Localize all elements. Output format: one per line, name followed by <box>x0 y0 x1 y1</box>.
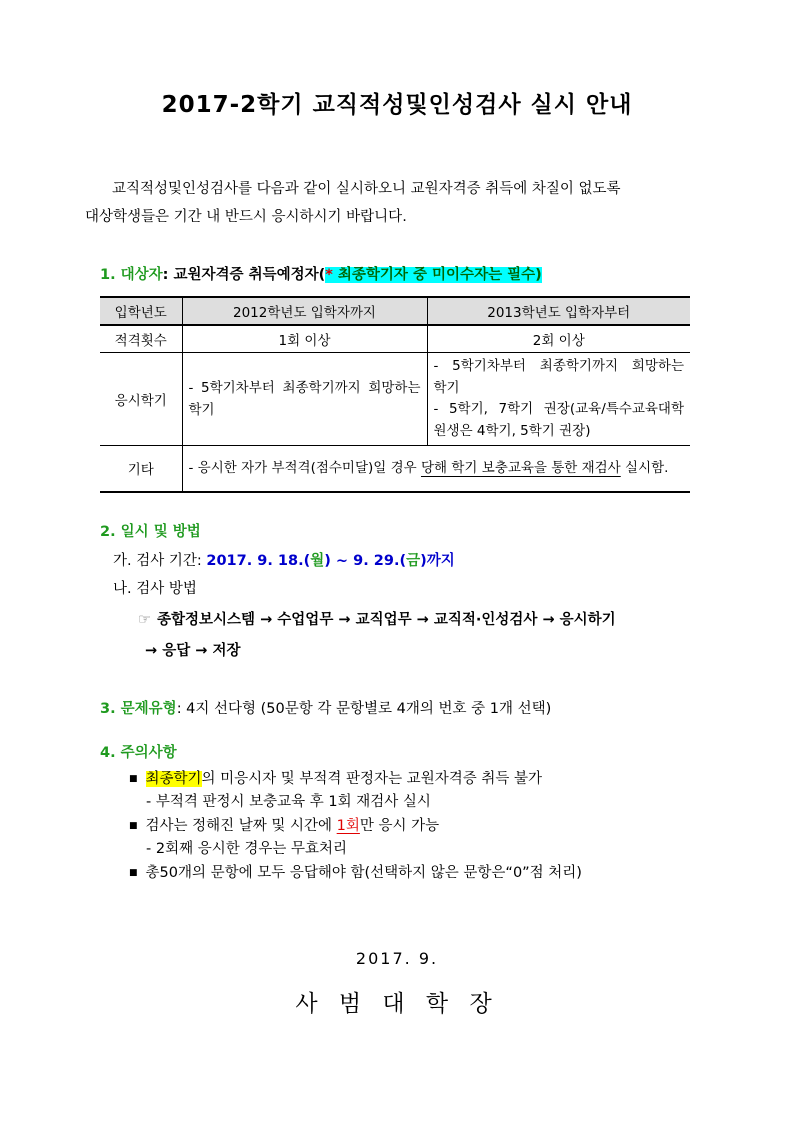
intro-line-1: 교직적성및인성검사를 다음과 같이 실시하오니 교원자격증 취득에 차질이 없도록 <box>112 181 621 197</box>
section-1-number-title: 1. 대상자 <box>100 267 163 283</box>
pass-count-from-2013: 2회 이상 <box>427 325 690 353</box>
exam-period-value-post: )까지 <box>420 552 455 569</box>
section-3-text: : 4지 선다형 (50문항 각 문항별로 4개의 번호 중 1개 선택) <box>176 700 552 717</box>
section-2-heading <box>100 522 794 542</box>
table-row-pass-count <box>100 325 690 353</box>
once-only-emphasis: 1회 <box>336 817 360 834</box>
bullet-square-icon: ■ <box>129 773 138 784</box>
exam-semester-until-2012 <box>182 353 427 446</box>
section-2-number-title: 2. 일시 및 방법 <box>100 523 201 540</box>
exam-period-weekday-1: 월 <box>310 552 325 569</box>
table-header-row <box>100 297 690 325</box>
section-1-highlight <box>325 267 542 283</box>
system-path-text-2: → 응답 → 저장 <box>145 642 241 659</box>
etc-text-underlined: 당해 학기 보충교육을 통한 재검사 <box>420 460 621 477</box>
section-3-heading <box>100 699 794 719</box>
exam-semester-until-2012-text: - 5학기차부터 최종학기까지 희망하는 학기 <box>188 380 421 418</box>
table-header-admission-year: 입학년도 <box>100 297 182 325</box>
caution-bullet-1-text <box>146 769 542 789</box>
caution-bullet-1 <box>129 769 794 789</box>
hand-pointer-icon: ☞ <box>138 611 151 628</box>
etc-text-pre: - 응시한 자가 부적격(점수미달)일 경우 <box>188 460 421 477</box>
table-header-until-2012: 2012학년도 입학자까지 <box>182 297 427 325</box>
exam-method-line <box>113 579 794 599</box>
exam-method-label: 나. 검사 방법 <box>113 580 197 597</box>
caution-bullet-2-text <box>146 816 440 836</box>
exam-period-line <box>113 551 794 571</box>
page-title: 2017-2학기 교직적성및인성검사 실시 안내 <box>161 92 633 118</box>
bullet-square-icon: ■ <box>129 867 138 878</box>
exam-period-label: 가. 검사 기간: <box>113 552 207 569</box>
section-3-number-title: 3. 문제유형 <box>100 700 177 717</box>
required-asterisk: * <box>325 267 333 283</box>
row-label-etc: 기타 <box>127 462 154 479</box>
caution-bullet-2-pre: 검사는 정해진 날짜 및 시간에 <box>145 817 337 834</box>
pass-count-until-2012: 1회 이상 <box>182 325 427 353</box>
table-row-exam-semester <box>100 353 690 446</box>
section-1-highlight-text: 최종학기자 중 미이수자는 필수) <box>332 267 542 283</box>
system-path-line-2 <box>145 641 794 662</box>
exam-semester-from-2013-line1: - 5학기차부터 최종학기까지 희망하는 학기 <box>433 358 684 396</box>
caution-bullet-2 <box>129 816 794 836</box>
caution-bullet-2-post: 만 응시 가능 <box>359 817 440 834</box>
issue-date: 2017. 9. <box>355 948 439 968</box>
section-1-heading-text: : 교원자격증 취득예정자( <box>162 267 326 283</box>
exam-period-value-mid: ) ~ 9. 29.( <box>324 552 407 569</box>
bullet-square-icon: ■ <box>129 820 138 831</box>
caution-bullet-3-text: 총50개의 문항에 모두 응답해야 함(선택하지 않은 문항은“0”점 처리) <box>145 864 582 881</box>
intro-paragraph <box>85 175 702 231</box>
system-path-text-1: 종합정보시스템 → 수업업무 → 교직업무 → 교직적·인성검사 → 응시하기 <box>157 611 616 628</box>
caution-bullet-1-rest: 의 미응시자 및 부적격 판정자는 교원자격증 취득 불가 <box>201 770 542 787</box>
row-label-pass-count: 적격횟수 <box>100 325 182 353</box>
final-semester-highlight: 최종학기 <box>145 770 202 787</box>
intro-line-2: 대상학생들은 기간 내 반드시 응시하시기 바랍니다. <box>85 209 407 225</box>
eligibility-table <box>100 296 690 493</box>
exam-period-weekday-2: 금 <box>406 552 421 569</box>
section-4-number-title: 4. 주의사항 <box>100 744 177 761</box>
table-row-etc <box>100 446 690 492</box>
etc-cell <box>182 446 690 492</box>
exam-semester-from-2013-line2: - 5학기, 7학기 권장(교육/특수교육대학 원생은 4학기, 5학기 권장) <box>433 401 684 439</box>
signature-dean: 사 범 대 학 장 <box>295 990 499 1017</box>
caution-bullet-2-sub: - 2회째 응시한 경우는 무효처리 <box>146 840 347 857</box>
etc-text-post: 실시함. <box>620 460 669 477</box>
table-header-from-2013: 2013학년도 입학자부터 <box>427 297 690 325</box>
system-path-line-1 <box>138 610 794 631</box>
exam-semester-from-2013 <box>427 353 690 446</box>
caution-bullet-1-sub: - 부적격 판정시 보충교육 후 1회 재검사 실시 <box>146 793 431 810</box>
etc-text <box>189 457 685 479</box>
section-1-heading <box>100 265 794 285</box>
exam-period-value-pre: 2017. 9. 18.( <box>206 552 311 569</box>
row-label-exam-semester: 응시학기 <box>100 353 182 446</box>
caution-bullet-3 <box>129 863 794 883</box>
section-4-heading <box>100 743 794 763</box>
